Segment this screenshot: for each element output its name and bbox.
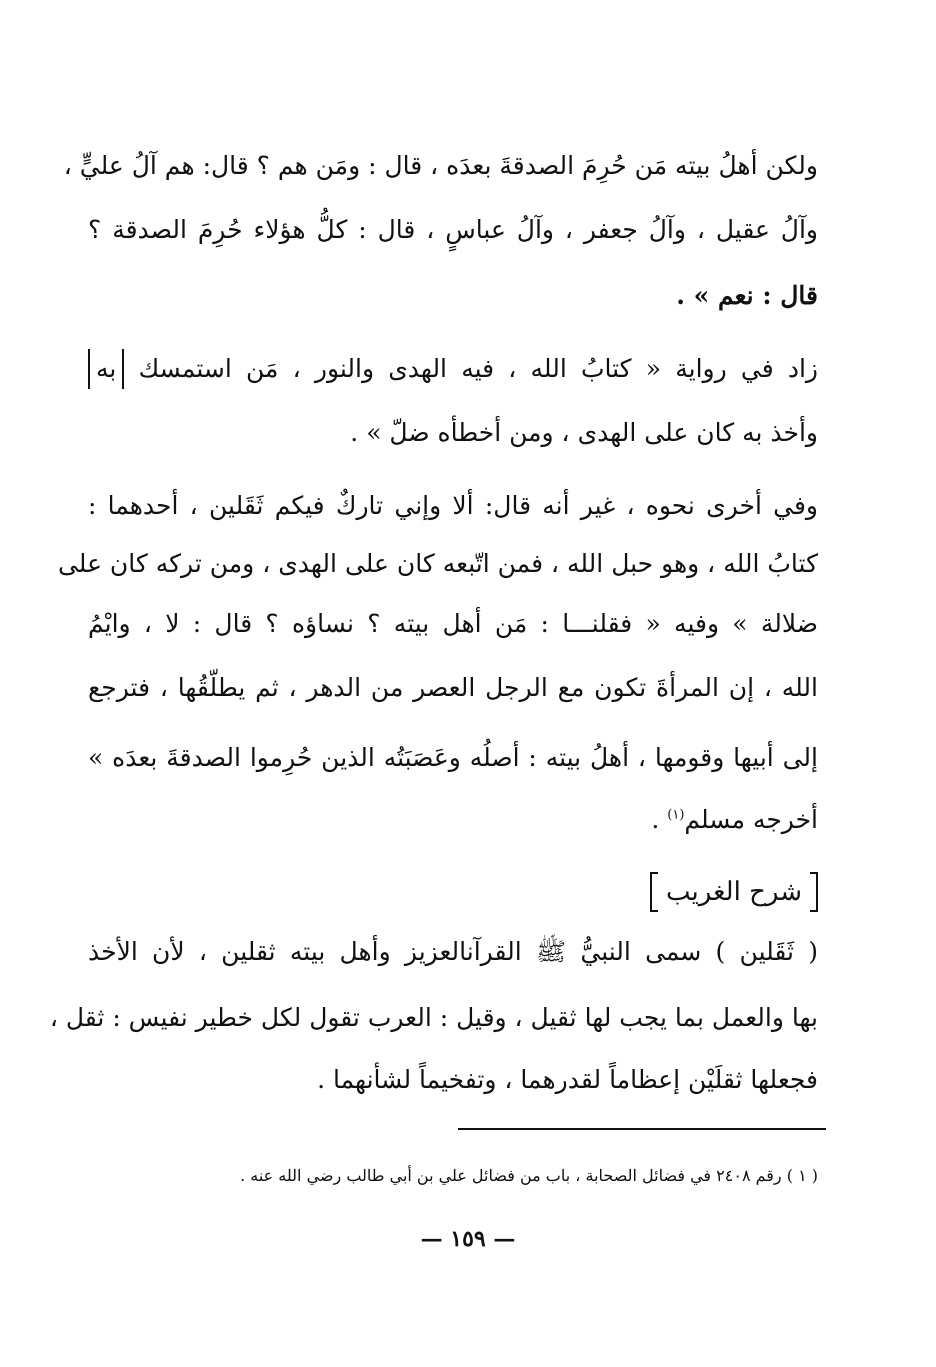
paragraph-1-line-1: ولكن أهلُ بيته مَن حُرِمَ الصدقةَ بعدَه ، قال : ومَن هم ؟ قال: هم آلُ عليٍّ ،: [63, 151, 818, 180]
paragraph-3-line-5: إلى أبيها وقومها ، أهلُ بيته : أصلُه وعَصَبَتُه الذين حُرِموا الصدقةَ بعدَه »: [88, 743, 818, 772]
section-heading: [650, 872, 818, 912]
paragraph-3-line-3: ضلالة » وفيه « فقلنـــا : مَن أهل بيته ؟ نساؤه ؟ قال : لا ، وايْمُ: [88, 609, 818, 638]
paragraph-3-line-6: [88, 800, 818, 840]
paragraph-3-line-1: وفي أخرى نحوه ، غير أنه قال: ألا وإني تاركٌ فيكم ثَقَلين ، أحدهما :: [88, 491, 818, 520]
footnote: ( ١ ) رقم ٢٤٠٨ في فضائل الصحابة ، باب من فضائل علي بن أبي طالب رضي الله عنه .: [240, 1166, 818, 1185]
page-number: — ١٥٩ —: [420, 1226, 516, 1252]
paragraph-4-line-3: فجعلها ثقلَيْن إعظاماً لقدرهما ، وتفخيماً لشأنهما .: [317, 1065, 818, 1094]
sentence-end: .: [651, 805, 668, 834]
bracketed-insertion: به: [88, 349, 124, 389]
paragraph-3-line-2: كتابُ الله ، وهو حبل الله ، فمن اتّبعه كان على الهدى ، ومن تركه كان على: [57, 549, 818, 578]
paragraph-1-line-3: قال : نعم » .: [676, 281, 818, 310]
paragraph-2-line-2: وأخذ به كان على الهدى ، ومن أخطأه ضلّ » .: [350, 418, 818, 447]
footnote-divider: [458, 1128, 826, 1130]
section-heading-text: شرح الغريب: [666, 877, 802, 907]
source-attribution: أخرجه مسلم: [684, 805, 818, 834]
paragraph-4-line-2: بها والعمل بما يجب لها ثقيل ، وقيل : العرب تقول لكل خطير نفيس : ثقل ،: [49, 1003, 818, 1032]
paragraph-4-line-1: ( ثَقَلين ) سمى النبيُّ ﷺ القرآنالعزيز وأهل بيته ثقلين ، لأن الأخذ: [88, 937, 818, 966]
paragraph-2-line-1-text: زاد في رواية « كتابُ الله ، فيه الهدى والنور ، مَن استمسك: [138, 354, 818, 383]
paragraph-3-line-4: الله ، إن المرأةَ تكون مع الرجل العصر من الدهر ، ثم يطلّقُها ، فترجع: [88, 673, 818, 702]
paragraph-2-line-1: [88, 349, 818, 389]
bracket-corner-left: [650, 910, 658, 912]
paragraph-1-line-2: وآلُ عقيل ، وآلُ جعفر ، وآلُ عباسٍ ، قال : كلُّ هؤلاء حُرِمَ الصدقة ؟: [88, 215, 818, 244]
bracket-corner-right: [810, 910, 818, 912]
footnote-reference: (١): [667, 807, 685, 823]
